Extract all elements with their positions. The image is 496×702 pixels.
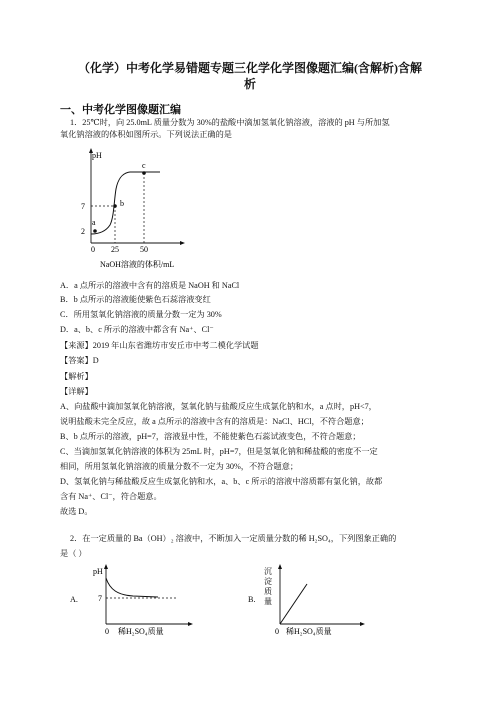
q1-exp-line-6: D、氢氧化钠与稀盐酸反应生成氯化钠和水，a、b、c 所示的溶液中溶质都有氯化钠，故都 — [60, 477, 383, 486]
q1-source: 【来源】2019 年山东省潍坊市安丘市中考二模化学试题 — [60, 341, 259, 350]
q1-x-axis-arrow — [180, 241, 185, 245]
q1-xtick-50: 50 — [140, 245, 148, 254]
q1-point-b — [113, 204, 117, 208]
q1-option-c: C．所用氢氧化钠溶液的质量分数一定为 30% — [60, 310, 222, 319]
title-line-2: 析 — [243, 77, 256, 91]
q2a-origin: 0 — [105, 627, 109, 636]
q1-exp-line-8: 故选 D。 — [60, 507, 93, 516]
q2b-x-axis-arrow — [360, 622, 365, 626]
q1-stem-line-2: 氧化钠溶液的体积如图所示。下列说法正确的是 — [60, 130, 232, 139]
q1-exp-line-7: 含有 Na⁺、Cl⁻，符合题意。 — [60, 492, 162, 501]
q1-exp-line-4: C、当滴加氢氧化钠溶液的体积为 25mL 时，pH=7，但是氢氧化钠和稀盐酸的密度不一定 — [60, 447, 378, 456]
q1-point-c — [142, 171, 146, 175]
q1-detail-heading: 【详解】 — [60, 387, 93, 396]
q1-label-a: a — [92, 218, 96, 227]
q2b-line — [280, 584, 307, 624]
q1-ph-chart — [70, 145, 200, 275]
q1-point-a — [93, 229, 97, 233]
q1-y-label: pH — [92, 151, 102, 160]
q1-stem-line-1: 1．25℃时，向 25.0mL 质量分数为 30%的盐酸中滴加氢氧化钠溶液，溶液的 pH 与所加氢 — [70, 118, 390, 127]
q1-x-label: NaOH溶液的体积/mL — [100, 260, 175, 269]
q2-option-b-label: B. — [248, 595, 256, 604]
q1-option-d: D．a、b、c 所示的溶液中都含有 Na⁺、Cl⁻ — [60, 325, 214, 334]
q2-stem-line-1: 2．在一定质量的 Ba（OH）₂ 溶液中，不断加入一定质量分数的稀 H₂SO₄，下列图象正确的 — [70, 534, 397, 543]
q1-xtick-25: 25 — [111, 245, 119, 254]
q2-stem-line-2: 是（ ） — [60, 549, 87, 558]
q2-option-a-label: A. — [70, 595, 78, 604]
q2b-y-label-2: 淀 — [264, 577, 272, 586]
q2-chart-a — [88, 562, 198, 637]
q2a-x-label: 稀H₂SO₄质量 — [118, 627, 164, 636]
q2a-curve — [106, 578, 158, 597]
q2a-ytick-7: 7 — [98, 594, 102, 603]
q1-ytick-7: 7 — [81, 202, 85, 211]
q1-exp-line-3: B、b 点所示的溶液，pH=7，溶液显中性，不能使紫色石蕊试液变色，不符合题意； — [60, 432, 361, 441]
q2a-y-label: pH — [93, 567, 103, 576]
q2b-y-label-3: 质 — [264, 587, 272, 596]
q2b-origin: 0 — [275, 627, 279, 636]
q1-ph-curve — [91, 172, 160, 234]
q2b-x-label: 稀H₂SO₄质量 — [286, 627, 332, 636]
section-heading: 一、中考化学图像题汇编 — [60, 104, 181, 116]
q1-exp-line-1: A、向盐酸中滴加氢氧化钠溶液，氢氧化钠与盐酸反应生成氯化钠和水，a 点时，pH<7， — [60, 402, 377, 411]
q1-exp-line-5: 相同，所用氢氧化钠溶液的质量分数不一定为 30%，不符合题意； — [60, 462, 299, 471]
q1-answer: 【答案】D — [60, 356, 99, 365]
q1-label-c: c — [142, 161, 146, 170]
q1-exp-line-2: 说明盐酸未完全反应，故 a 点所示的溶液中含有的溶质是：NaCl、HCl，不符合题意； — [60, 417, 369, 426]
q1-option-a: A．a 点所示的溶液中含有的溶质是 NaOH 和 NaCl — [60, 281, 240, 290]
q2-chart-b — [262, 562, 377, 637]
q2b-y-label-4: 量 — [264, 597, 272, 606]
q2a-x-axis-arrow — [188, 622, 193, 626]
q2b-y-label-1: 沉 — [264, 567, 272, 576]
q1-label-b: b — [120, 199, 124, 208]
q1-ytick-2: 2 — [81, 227, 85, 236]
q2b-y-axis-arrow — [278, 564, 282, 569]
q1-xtick-0: 0 — [91, 245, 95, 254]
q1-analysis-heading: 【解析】 — [60, 372, 93, 381]
q2a-y-axis-arrow — [104, 564, 108, 569]
title-line-1: （化学）中考化学易错题专题三化学化学图像题汇编(含解析)含解 — [78, 61, 422, 75]
document-title — [60, 60, 440, 92]
q1-option-b: B．b 点所示的溶液能使紫色石蕊溶液变红 — [60, 295, 211, 304]
